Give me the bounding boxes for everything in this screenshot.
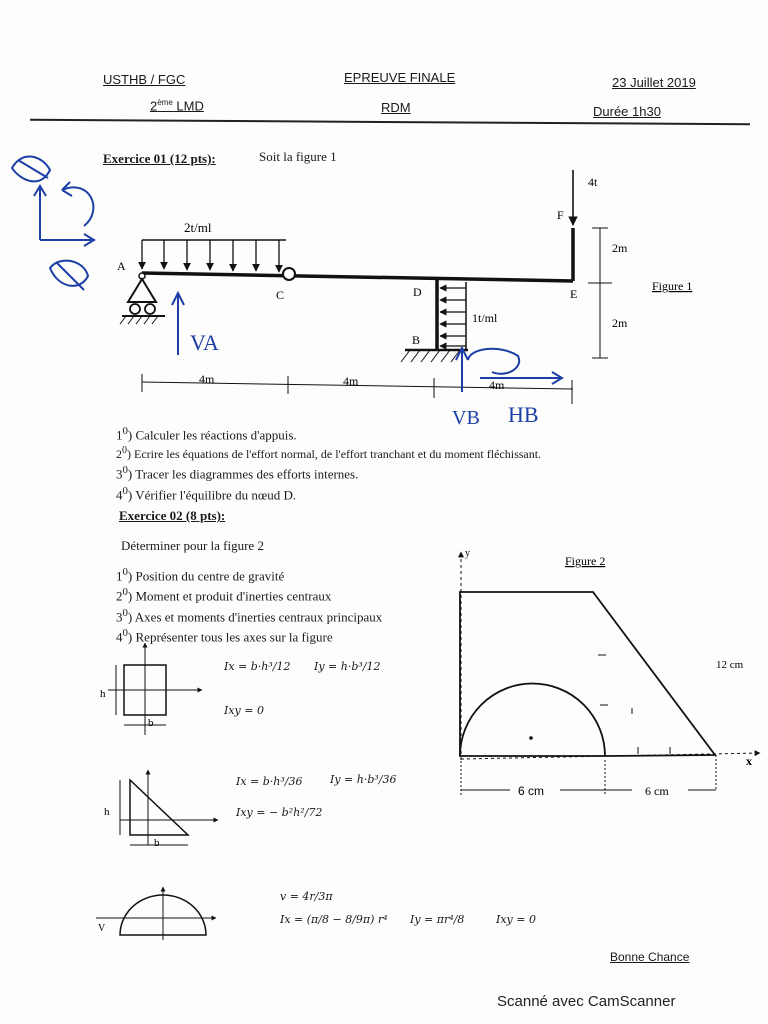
load-1tml: 1t/ml — [472, 311, 498, 325]
load-2tml: 2t/ml — [184, 220, 212, 235]
semicircle-section — [96, 887, 216, 940]
trapezoid-shape — [460, 592, 715, 756]
exam-title: EPREUVE FINALE — [344, 70, 456, 85]
handwriting-hb: HB — [508, 402, 539, 427]
node-d: D — [413, 285, 422, 299]
formula-tri-iy: Iy = h·b³/36 — [330, 773, 397, 786]
formula-tri-ix: Ix = b·h³/36 — [236, 775, 303, 788]
ex1-q4: $4^0$) Vérifier l'équilibre du nœud D. — [116, 484, 297, 502]
ex1-intro: Soit la figure 1 — [259, 149, 337, 164]
ex2-q1: $1^0$) Position du centre de gravité — [116, 566, 285, 584]
formula-shapes — [90, 635, 220, 945]
formula-rect-iy: Iy = h·b³/12 — [314, 660, 381, 673]
side-load-arrows — [440, 288, 466, 346]
distributed-load-arrows — [142, 240, 279, 272]
level-sup: ème — [157, 98, 173, 107]
formula-semi-iy: Iy = πr⁴/8 — [410, 913, 465, 926]
beam-ace — [142, 273, 573, 281]
ex1-q3: $3^0$) Tracer les diagrammes des efforts internes. — [116, 464, 359, 482]
tri-b-label: b — [154, 837, 160, 849]
ex2-q2: $2^0$) Moment et produit d'inerties centraux — [116, 586, 332, 604]
dim-2m-bottom: 2m — [612, 316, 628, 330]
exam-date: 23 Juillet 2019 — [612, 75, 696, 90]
triangle-section — [104, 770, 218, 849]
ex1-questions — [116, 423, 716, 503]
ex1-title: Exercice 01 (12 pts): — [103, 151, 216, 166]
ex2-questions — [116, 564, 456, 645]
formula-rect-ixy: Ixy = 0 — [224, 704, 264, 717]
semicircle-cutout — [460, 684, 605, 756]
dim-4m-2: 4m — [343, 374, 359, 388]
ex1-q2: $2^0$) Ecrire les équations de l'effort normal, de l'effort tranchant et du moment fléchissant. — [116, 445, 542, 462]
formula-semi-ix: Ix = (π/8 − 8/9π) r⁴ — [280, 913, 388, 926]
ex2-q3: $3^0$) Axes et moments d'inerties centraux principaux — [116, 606, 383, 624]
subject-label: RDM — [381, 100, 411, 115]
dim-4m-1: 4m — [199, 372, 215, 386]
formula-semi-v: v = 4r/3π — [280, 890, 333, 903]
ex2-intro: Déterminer pour la figure 2 — [121, 538, 264, 553]
figure-1-label: Figure 1 — [652, 279, 693, 293]
fig2-dim-12cm: 12 cm — [716, 659, 744, 671]
rect-b-label: b — [148, 717, 154, 729]
semi-v-label: V — [98, 923, 106, 934]
tri-h-label: h — [104, 806, 110, 818]
node-c: C — [276, 288, 285, 302]
level-rest: LMD — [172, 98, 204, 114]
handwriting-va: VA — [190, 330, 219, 355]
node-f: F — [557, 208, 564, 222]
ex2-q4: $4^0$) Représenter tous les axes sur la figure — [116, 626, 333, 645]
ex1-q1: $1^0$) Calculer les réactions d'appuis. — [116, 425, 297, 443]
dim-2m-top: 2m — [612, 241, 628, 255]
figure-2 — [440, 540, 768, 810]
figure-2-label: Figure 2 — [565, 554, 606, 568]
rect-section — [100, 643, 202, 735]
formula-tri-ixy: Ixy = − b²h²/72 — [236, 806, 323, 819]
node-e: E — [570, 287, 578, 301]
support-a — [120, 273, 165, 324]
rect-h-label: h — [100, 688, 106, 700]
scanner-watermark: Scanné avec CamScanner — [497, 993, 676, 1010]
fig2-dim-6cm-right: 6 cm — [645, 784, 669, 798]
node-b: B — [412, 333, 421, 347]
hinge-c — [283, 268, 295, 280]
figure-1 — [0, 0, 768, 470]
good-luck: Bonne Chance — [610, 950, 690, 964]
duration-label: Durée 1h30 — [593, 104, 661, 119]
handwriting-vb: VB — [452, 407, 480, 429]
formula-rect-ix: Ix = b·h³/12 — [224, 660, 291, 673]
level-num: 2 — [150, 98, 158, 114]
fig2-x-label: x — [746, 754, 752, 768]
dim-4m-3: 4m — [489, 378, 505, 392]
node-a: A — [117, 259, 126, 273]
formula-semi-ixy: Ixy = 0 — [496, 913, 536, 926]
fig2-dim-6cm-left: 6 cm — [518, 784, 545, 798]
ex2-title: Exercice 02 (8 pts): — [119, 508, 226, 523]
fig2-y-label: y — [465, 548, 470, 559]
load-4t: 4t — [588, 175, 598, 189]
university-label: USTHB / FGC — [103, 72, 186, 87]
